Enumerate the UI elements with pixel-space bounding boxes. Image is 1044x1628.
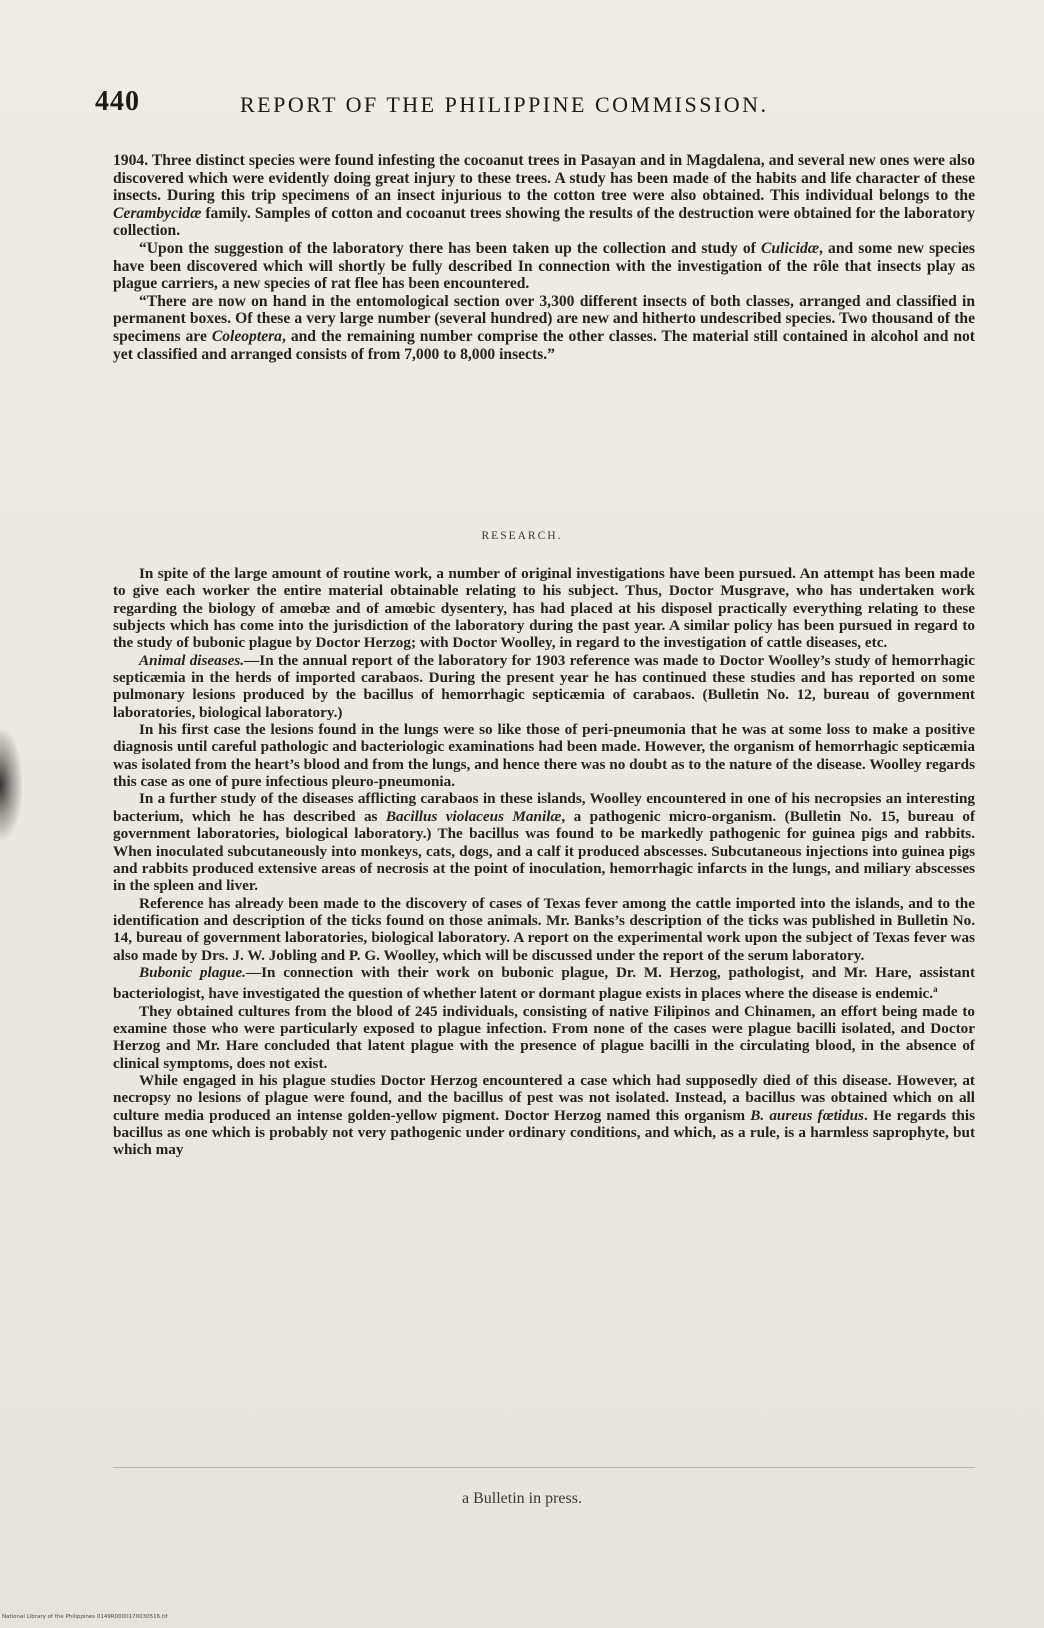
paragraph [113,964,975,1003]
footnote: a Bulletin in press. [462,1490,582,1507]
text-run: In a further study of the diseases afflicting carabaos in these islands, Woolley encountered in one of his necropsies an interesting bacterium, which he has described as [113,790,975,825]
running-title: REPORT OF THE PHILIPPINE COMMISSION. [240,92,769,117]
text-run: . He regards this bacillus as one which is probably not very pathogenic under ordinary conditions, and which, as a rule, is a harmless saprophyte, but which may [113,1106,975,1159]
research-text-block [113,565,975,1159]
paragraph [113,721,975,790]
top-text-block [113,152,975,363]
italic-term: Culicidæ [760,239,820,257]
page-header [95,86,975,130]
paragraph [113,652,975,721]
text-run: While engaged in his plague studies Doctor Herzog encountered a case which had supposedly died of this disease. However, at necropsy no lesions of plague were found, and the bacillus of pest was not isolated. Instead, a bacillus was obtained which on all culture media produced an intense golden-yellow pigment. Doctor Herzog named this organism [113,1072,975,1124]
italic-term: B. aureus fœtidus [750,1106,864,1124]
text-run: In spite of the large amount of routine work, a number of original investigations have been pursued. An attempt has been made to give each worker the entire material obtainable relating to his subject. Thus, Doctor Musgrave, who has undertaken work regarding the biology of amœbæ and of amœbic dysentery, has had placed at his disposel practically everything relating to these subjects which has come into the jurisdiction of the laboratory during the past year. A similar policy has been pursued in regard to the study of bubonic plague by Doctor Herzog; with Doctor Woolley, in regard to the investigation of cattle diseases, etc. [113,565,975,652]
text-run: They obtained cultures from the blood of 245 individuals, consisting of native Filipinos and Chinamen, an effort being made to examine those who were particularly exposed to plague infection. From none of the cases were plague bacilli isolated, and Doctor Herzog and Mr. Hare concluded that latent plague with the presence of plague bacilli in the circulating blood, in the absence of clinical symptoms, does not exist. [113,1002,975,1072]
scan-edge-shadow [0,730,22,840]
text-run: family. Samples of cotton and cocoanut trees showing the results of the destruction were obtained for the laboratory collection. [113,204,975,240]
paragraph [113,895,975,964]
text-run: Reference has already been made to the discovery of cases of Texas fever among the cattle imported into the islands, and to the identification and description of the ticks found on those animals. Mr. Banks’s description of the ticks was published in Bulletin No. 14, bureau of government laboratories, biological laboratory. A report on the experimental work upon the subject of Texas fever was also made by Drs. J. W. Jobling and P. G. Woolley, which will be discussed under the report of the serum laboratory. [113,894,975,964]
paragraph [113,240,975,293]
text-run: , a pathogenic micro-organism. (Bulletin No. 15, bureau of government laboratories, biological laboratory.) The bacillus was found to be markedly pathogenic for guinea pigs and rabbits. When inoculated subcutaneously into monkeys, cats, dogs, and a calf it produced abscesses. Subcutaneous injections into guinea pigs and rabbits produced extensive areas of necrosis at the point of inoculation, hemorrhagic infarcts in the lungs, and miliary abscesses in the spleen and liver. [113,807,976,895]
scan-credit: National Library of the Philippines 0149R0000170030516.tif [2,1614,168,1620]
text-run: —In the annual report of the laboratory for 1903 reference was made to Doctor Woolley’s study of hemorrhagic septicæmia in the herds of imported carabaos. During the present year he has continued these studies and has reported on some pulmonary lesions produced by the bacillus of hemorrhagic septicæmia of carabaos. (Bulletin No. 12, bureau of government laboratories, biological laboratory.) [113,651,975,721]
text-run: “There are now on hand in the entomological section over 3,300 different insects of both classes, arranged and classified in permanent boxes. Of these a very large number (several hundred) are new and hitherto undescribed species. Two thousand of the specimens are [113,292,975,345]
italic-term: Coleoptera [211,327,282,345]
text-run: “Upon the suggestion of the laboratory there has been taken up the collection and study of [139,239,761,257]
text-run: , and the remaining number comprise the other classes. The material still contained in alcohol and not yet classified and arranged consists of from 7,000 to 8,000 insects.” [113,327,975,363]
text-run: 1904. Three distinct species were found infesting the cocoanut trees in Pasayan and in Magdalena, and several new ones were also discovered which were evidently doing great injury to these trees. A study has been made of the habits and life character of these insects. During this trip specimens of an insect injurious to the cotton tree were also obtained. This individual belongs to the [113,152,975,205]
paragraph [113,790,975,894]
paragraph [113,1003,975,1072]
paragraph [113,152,975,240]
italic-term: Bacillus violaceus Manilæ [385,807,562,825]
paragraph [113,565,975,652]
page-number: 440 [95,86,140,117]
italic-term: Bubonic plague. [139,963,246,981]
paragraph [113,293,975,363]
italic-term: Animal diseases. [139,651,245,669]
text-run: In his first case the lesions found in the lungs were so like those of peri-pneumonia that he was at some loss to make a positive diagnosis until careful pathologic and bacteriologic examinations had been made. However, the organism of hemorrhagic septicæmia was isolated from the heart’s blood and from the lungs, and hence there was no doubt as to the nature of the disease. Woolley regards this case as one of pure infectious pleuro-pneumonia. [113,721,975,791]
italic-term: Cerambycidæ [113,204,202,222]
text-run: —In connection with their work on bubonic plague, Dr. M. Herzog, pathologist, and Mr. Hare, assistant bacteriologist, have investigated the question of whether latent or dormant plague exists in places where the disease is endemic. [113,963,975,1003]
paragraph [113,1072,975,1159]
text-run: , and some new species have been discovered which will shortly be fully described In connection with the investigation of the rôle that insects play as plague carriers, a new species of rat flee has been encountered. [113,239,975,293]
footnote-rule [113,1467,975,1468]
footnote-marker: a [933,984,938,995]
section-heading: RESEARCH. [481,530,563,542]
